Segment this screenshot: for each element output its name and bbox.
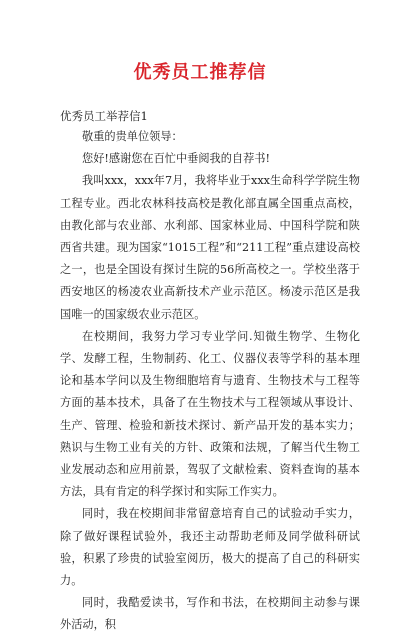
- practice-paragraph: 同时，我在校期间非常留意培育自己的试验动手实力，除了做好课程试验外，我还主动帮助老师及同学做科研试验，积累了珍贵的试验室阅历，极大的提高了自己的科研实力。: [60, 507, 360, 588]
- study-paragraph: 在校期间，我努力学习专业学问.知微生物学、生物化学、发酵工程，生物制药、化工、仪器仪表等学科的基本理论和基本学问以及生物细胞培育与遗育、生物技术与工程等方面的基本技术，具备了在生物技术与工程领域从事设计、生产、管理、检验和新技术探讨、新产品开发的基本实力；熟识与生物工业有关的方针、政策和法规，了解当代生物工业发展动态和应用前景，驾驭了文献检索、资料查询的基本方法，具有肯定的科学探讨和实际工作实力。: [60, 329, 360, 499]
- hobby-paragraph: 同时，我酷爱读书，写作和书法，在校期间主动参与课外活动，积: [60, 596, 360, 632]
- greeting-paragraph: 您好!感谢您在百忙中垂阅我的自荐书!: [82, 152, 270, 166]
- document-subtitle: 优秀员工举荐信1: [60, 109, 148, 123]
- document-body: [60, 126, 360, 637]
- salutation: 敬重的贵单位领导：: [82, 130, 183, 143]
- intro-paragraph: 我叫xxx，xxx年7月，我将毕业于xxx生命科学学院生物工程专业。西北农林科技高校是教化部直属全国重点高校，由教化部与农业部、水利部、国家林业局、中国科学院和陕西省共建。现为国家“1015工程”和“211工程”重点建设高校之一，也是全国设有探讨生院的56所高校之一。学校坐落于西安地区的杨凌农业高新技术产业示范区。杨凌示范区是我国唯一的国家级农业示范区。: [60, 174, 360, 321]
- document-title: 优秀员工推荐信: [133, 62, 267, 83]
